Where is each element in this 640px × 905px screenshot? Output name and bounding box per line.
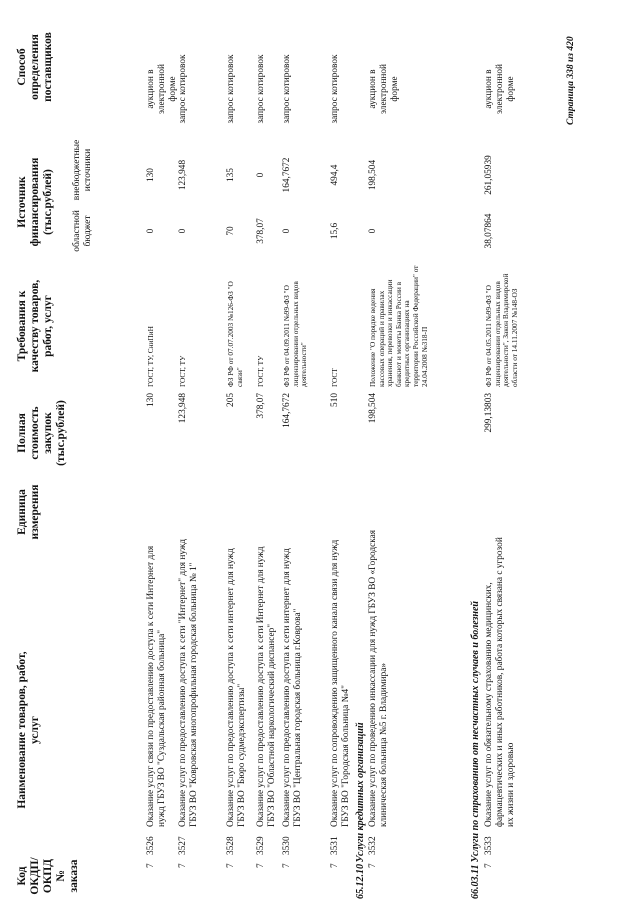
row-funding-regional: 38,07864 (484, 213, 494, 249)
row-method: запрос котировок (282, 54, 292, 124)
row-cost: 378,07 (256, 393, 266, 419)
row-funding-offbudget: 0 (256, 172, 266, 178)
row-funding-regional: 0 (368, 228, 378, 234)
row-method: запрос котировок (256, 54, 266, 124)
row-number: 3526 (146, 836, 156, 855)
row-code: 7 (368, 863, 378, 868)
row-funding-regional: 378,07 (256, 218, 266, 244)
row-funding-regional: 70 (226, 226, 236, 236)
row-cost: 198,504 (368, 393, 378, 424)
row-requirements: ГОСТ (330, 368, 339, 387)
row-code: 7 (146, 863, 156, 868)
row-code: 7 (256, 863, 266, 868)
row-funding-regional: 0 (178, 228, 188, 234)
row-requirements: ФЗ РФ от 04.09.2011 №99-ФЗ "О лицензировании отдельных видов деятельности" (282, 281, 309, 387)
section-heading (470, 459, 482, 899)
row-funding-offbudget: 130 (146, 168, 156, 182)
row-funding-offbudget: 123,948 (178, 159, 188, 191)
row-number: 3529 (256, 836, 266, 855)
row-requirements: ФЗ РФ от 04.05.2011 №99-ФЗ "О лицензировании отдельных видов деятельности", Закон Владимирской области от 14.11.2007 №148-ОЗ (484, 273, 519, 387)
row-method: запрос котировок (178, 54, 188, 124)
header-funding: Источник финансирования (тыс.рублей) (16, 157, 54, 247)
row-cost: 130 (146, 393, 156, 407)
row-number: 3533 (484, 836, 494, 855)
row-funding-regional: 15,6 (330, 222, 340, 240)
row-name: Оказание услуг по предоставлению доступа к сети "Интернет" для нужд ГБУЗ ВО "Ковровская многопрофильная городская больница № 1" (178, 538, 199, 827)
header-funding-regional: областной бюджет (72, 210, 93, 252)
row-number: 3532 (368, 836, 378, 855)
header-full-cost: Полная стоимость закупок (тыс.рублей) (16, 400, 67, 466)
row-method: аукцион в электронной форме (484, 63, 516, 115)
page-number: Страница 338 из 420 (566, 36, 576, 125)
row-requirements: ГОСТ, ТУ, СниПиН (146, 326, 155, 387)
row-name: Оказание услуг связи по предоставлению доступа к сети Интернет для нужд ГБУЗ ВО "Суздальская районная больница" (146, 545, 167, 827)
row-name: Оказание услуг по обязательному страхованию медицинских, фармацевтических и иных работников, работа которых связана с угрозой их жизни и здоровью (484, 537, 516, 827)
row-code: 7 (484, 863, 494, 868)
row-cost: 510 (330, 393, 340, 407)
row-method: аукцион в электронной форме (368, 63, 400, 115)
row-name: Оказание услуг по проведению инкассации для нужд ГБУЗ ВО «Городская клиническая больница №5 г. Владимира» (368, 530, 389, 827)
header-code: Код ОКДП/ ОКПД № заказа (16, 857, 80, 895)
row-funding-offbudget: 198,504 (368, 159, 378, 191)
row-name: Оказание услуг по сопровождению защищенного канала связи для нужд ГБУЗ ВО "Городская больница №4" (330, 539, 351, 827)
row-cost: 164,7672 (282, 393, 292, 428)
header-unit: Единица измерения (16, 484, 41, 540)
row-funding-regional: 0 (146, 228, 156, 234)
row-funding-offbudget: 135 (226, 168, 236, 182)
header-funding-offbudget: внебюджетные источники (72, 139, 93, 201)
row-number: 3531 (330, 836, 340, 855)
row-cost: 123,948 (178, 393, 188, 424)
row-number: 3527 (178, 836, 188, 855)
row-method: запрос котировок (226, 54, 236, 124)
row-funding-regional: 0 (282, 228, 292, 234)
row-cost: 299,13803 (484, 393, 494, 433)
row-funding-offbudget: 261,05939 (484, 155, 494, 195)
section-code: 66.03.11 (470, 864, 481, 899)
row-requirements: ГОСТ, ТУ (256, 355, 265, 387)
row-number: 3528 (226, 836, 236, 855)
row-code: 7 (178, 863, 188, 868)
row-cost: 205 (226, 393, 236, 407)
section-code: 65.12.10 (355, 864, 366, 899)
header-requirements: Требования к качеству товаров, работ, услуг (16, 279, 54, 373)
row-requirements: ГОСТ, ТУ (178, 355, 187, 387)
row-requirements: ФЗ РФ от 07.07.2003 №126-ФЗ "О связи" (226, 281, 244, 387)
row-name: Оказание услуг по предоставлению доступа к сети интернет для нужд ГБУЗ ВО "Центральная городская больница г.Коврова" (282, 548, 303, 827)
row-method: запрос котировок (330, 54, 340, 124)
row-funding-offbudget: 164,7672 (282, 157, 292, 193)
section-title: Услуги кредитных организаций (355, 722, 366, 863)
section-heading (355, 499, 367, 899)
row-code: 7 (330, 863, 340, 868)
row-code: 7 (226, 863, 236, 868)
header-method: Способ определения поставщиков (16, 32, 54, 102)
row-name: Оказание услуг по предоставлению доступа к сети Интернет для нужд ГБУЗ ВО "Областной наркологический диспансер" (256, 546, 277, 827)
row-funding-offbudget: 494,4 (330, 164, 340, 186)
section-title: Услуги по страхованию от несчастных случаев и болезней (470, 601, 481, 863)
row-method: аукцион в электронной форме (146, 63, 178, 115)
row-name: Оказание услуг по предоставлению доступа к сети интернет для нужд ГБУЗ ВО "Бюро судмедэкспертизы" (226, 548, 247, 827)
row-requirements: Положение "О порядке ведения кассовых операций и правилах хранения, перевозки и инкассации банкнот и монеты Банка России в кредитных организациях на территории Российской Федерации" от 24.04.2008 №318-П (368, 265, 429, 387)
header-name: Наименование товаров, работ, услуг (16, 651, 41, 809)
row-code: 7 (282, 863, 292, 868)
row-number: 3530 (282, 836, 292, 855)
